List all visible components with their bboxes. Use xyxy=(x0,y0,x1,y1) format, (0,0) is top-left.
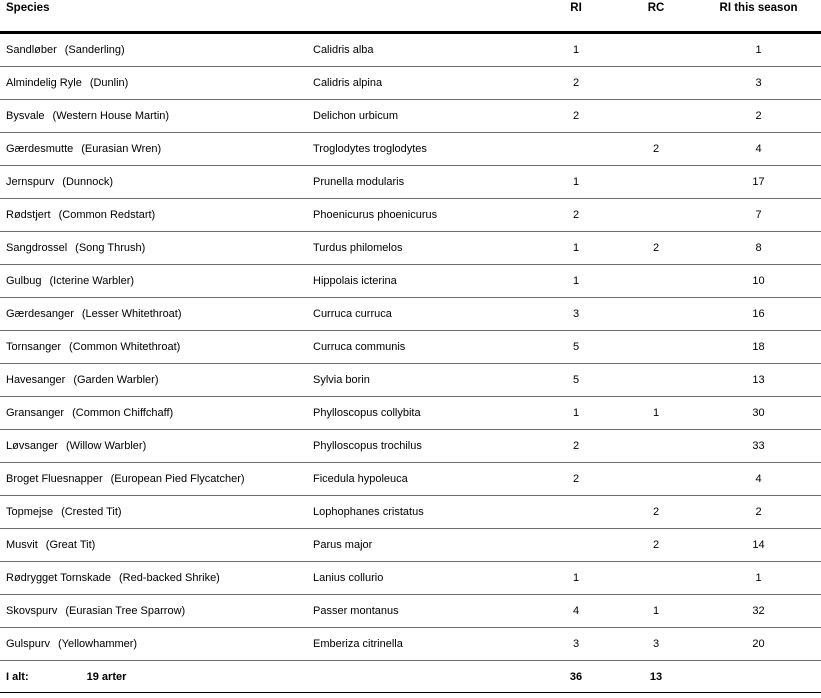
danish-name: Broget Fluesnapper xyxy=(6,473,103,485)
table-row xyxy=(0,331,821,364)
species-name-cell xyxy=(0,199,306,232)
species-name-cell xyxy=(0,628,306,661)
danish-name: Jernspurv xyxy=(6,176,55,188)
english-name: (Willow Warbler) xyxy=(65,440,147,452)
ri-season-value: 32 xyxy=(696,595,821,628)
english-name: (Common Whitethroat) xyxy=(69,341,181,353)
ri-season-value: 18 xyxy=(696,331,821,364)
latin-name: Phoenicurus phoenicurus xyxy=(306,199,536,232)
species-name-cell xyxy=(0,595,306,628)
ri-value: 2 xyxy=(536,67,616,100)
latin-name: Ficedula hypoleuca xyxy=(306,463,536,496)
latin-name: Emberiza citrinella xyxy=(306,628,536,661)
ri-value xyxy=(536,529,616,562)
rc-value xyxy=(616,298,696,331)
latin-name: Parus major xyxy=(306,529,536,562)
ri-season-value: 1 xyxy=(696,33,821,67)
ri-value: 3 xyxy=(536,298,616,331)
ri-season-value: 13 xyxy=(696,364,821,397)
ri-value: 4 xyxy=(536,595,616,628)
latin-name: Curruca curruca xyxy=(306,298,536,331)
header-row xyxy=(0,0,821,33)
ri-season-value: 16 xyxy=(696,298,821,331)
table-row xyxy=(0,397,821,430)
species-name-cell xyxy=(0,562,306,595)
species-name-cell xyxy=(0,232,306,265)
header-ri: RI xyxy=(536,0,616,33)
danish-name: Skovspurv xyxy=(6,605,58,617)
danish-name: Gransanger xyxy=(6,407,65,419)
rc-value: 2 xyxy=(616,529,696,562)
danish-name: Sangdrossel xyxy=(6,242,68,254)
latin-name: Calidris alpina xyxy=(306,67,536,100)
species-name-cell xyxy=(0,100,306,133)
latin-name: Troglodytes troglodytes xyxy=(306,133,536,166)
table-row xyxy=(0,628,821,661)
english-name: (Crested Tit) xyxy=(61,506,122,518)
english-name: (Song Thrush) xyxy=(75,242,146,254)
ri-season-value: 4 xyxy=(696,463,821,496)
ri-value: 5 xyxy=(536,331,616,364)
ri-value xyxy=(536,496,616,529)
table-row xyxy=(0,298,821,331)
table-row xyxy=(0,33,821,67)
ri-value: 1 xyxy=(536,33,616,67)
total-season xyxy=(696,661,821,693)
rc-value xyxy=(616,265,696,298)
header-ri-season: RI this season xyxy=(696,0,821,33)
ri-season-value: 30 xyxy=(696,397,821,430)
ri-season-value: 2 xyxy=(696,496,821,529)
danish-name: Gulbug xyxy=(6,275,42,287)
ri-season-value: 17 xyxy=(696,166,821,199)
latin-name: Phylloscopus collybita xyxy=(306,397,536,430)
latin-name: Curruca communis xyxy=(306,331,536,364)
danish-name: Bysvale xyxy=(6,110,45,122)
latin-name: Prunella modularis xyxy=(306,166,536,199)
english-name: (Common Redstart) xyxy=(58,209,156,221)
species-name-cell xyxy=(0,529,306,562)
english-name: (Common Chiffchaff) xyxy=(72,407,174,419)
total-rc: 13 xyxy=(616,661,696,693)
english-name: (Eurasian Tree Sparrow) xyxy=(65,605,186,617)
species-name-cell xyxy=(0,67,306,100)
danish-name: Gulspurv xyxy=(6,638,51,650)
danish-name: Tornsanger xyxy=(6,341,62,353)
ri-season-value: 8 xyxy=(696,232,821,265)
table-row xyxy=(0,430,821,463)
ri-season-value: 4 xyxy=(696,133,821,166)
rc-value: 1 xyxy=(616,595,696,628)
english-name: (Sanderling) xyxy=(64,44,125,56)
ri-value: 1 xyxy=(536,166,616,199)
species-name-cell xyxy=(0,496,306,529)
english-name: (Dunlin) xyxy=(89,77,129,89)
rc-value xyxy=(616,430,696,463)
species-name-cell xyxy=(0,133,306,166)
rc-value xyxy=(616,364,696,397)
table-row xyxy=(0,364,821,397)
danish-name: Rødrygget Tornskade xyxy=(6,572,111,584)
species-name-cell xyxy=(0,364,306,397)
species-name-cell xyxy=(0,397,306,430)
english-name: (Great Tit) xyxy=(45,539,96,551)
species-name-cell xyxy=(0,430,306,463)
table-row xyxy=(0,232,821,265)
table-row xyxy=(0,496,821,529)
danish-name: Almindelig Ryle xyxy=(6,77,82,89)
latin-name: Sylvia borin xyxy=(306,364,536,397)
rc-value: 2 xyxy=(616,232,696,265)
table-row xyxy=(0,166,821,199)
table-row xyxy=(0,463,821,496)
ri-value: 1 xyxy=(536,232,616,265)
latin-name: Lanius collurio xyxy=(306,562,536,595)
rc-value xyxy=(616,331,696,364)
species-name-cell xyxy=(0,33,306,67)
species-name-cell xyxy=(0,298,306,331)
table-row xyxy=(0,595,821,628)
latin-name: Delichon urbicum xyxy=(306,100,536,133)
ri-value: 2 xyxy=(536,430,616,463)
table-row xyxy=(0,67,821,100)
english-name: (Dunnock) xyxy=(62,176,114,188)
species-count: 19 arter xyxy=(86,670,127,683)
rc-value: 2 xyxy=(616,496,696,529)
danish-name: Topmejse xyxy=(6,506,54,518)
species-name-cell xyxy=(0,463,306,496)
ri-season-value: 3 xyxy=(696,67,821,100)
rc-value xyxy=(616,463,696,496)
ri-value: 2 xyxy=(536,100,616,133)
ri-value: 2 xyxy=(536,463,616,496)
latin-name: Phylloscopus trochilus xyxy=(306,430,536,463)
ri-value xyxy=(536,133,616,166)
english-name: (Garden Warbler) xyxy=(73,374,159,386)
totals-label-cell xyxy=(0,661,536,693)
ri-season-value: 20 xyxy=(696,628,821,661)
rc-value xyxy=(616,33,696,67)
ri-season-value: 7 xyxy=(696,199,821,232)
danish-name: Musvit xyxy=(6,539,38,551)
latin-name: Calidris alba xyxy=(306,33,536,67)
ri-season-value: 14 xyxy=(696,529,821,562)
english-name: (Red-backed Shrike) xyxy=(118,572,220,584)
rc-value xyxy=(616,166,696,199)
ri-season-value: 2 xyxy=(696,100,821,133)
ri-value: 2 xyxy=(536,199,616,232)
table-row xyxy=(0,562,821,595)
english-name: (Yellowhammer) xyxy=(58,638,138,650)
table-row xyxy=(0,265,821,298)
latin-name: Passer montanus xyxy=(306,595,536,628)
total-ri: 36 xyxy=(536,661,616,693)
english-name: (Western House Martin) xyxy=(52,110,170,122)
ri-season-value: 1 xyxy=(696,562,821,595)
latin-name: Lophophanes cristatus xyxy=(306,496,536,529)
rc-value xyxy=(616,100,696,133)
english-name: (Eurasian Wren) xyxy=(81,143,162,155)
danish-name: Gærdesmutte xyxy=(6,143,74,155)
danish-name: Gærdesanger xyxy=(6,308,74,320)
totals-label: I alt: xyxy=(6,670,29,683)
danish-name: Havesanger xyxy=(6,374,66,386)
danish-name: Sandløber xyxy=(6,44,57,56)
header-rc: RC xyxy=(616,0,696,33)
rc-value xyxy=(616,562,696,595)
latin-name: Turdus philomelos xyxy=(306,232,536,265)
ri-value: 1 xyxy=(536,562,616,595)
ri-value: 1 xyxy=(536,265,616,298)
rc-value: 3 xyxy=(616,628,696,661)
rc-value xyxy=(616,67,696,100)
danish-name: Rødstjert xyxy=(6,209,51,221)
ri-season-value: 10 xyxy=(696,265,821,298)
table-row xyxy=(0,199,821,232)
ri-value: 3 xyxy=(536,628,616,661)
table-row xyxy=(0,100,821,133)
latin-name: Hippolais icterina xyxy=(306,265,536,298)
totals-row xyxy=(0,661,821,693)
rc-value xyxy=(616,199,696,232)
rc-value: 2 xyxy=(616,133,696,166)
rc-value: 1 xyxy=(616,397,696,430)
english-name: (European Pied Flycatcher) xyxy=(110,473,245,485)
header-species: Species xyxy=(0,0,536,33)
english-name: (Icterine Warbler) xyxy=(49,275,135,287)
species-name-cell xyxy=(0,331,306,364)
ri-value: 5 xyxy=(536,364,616,397)
ri-value: 1 xyxy=(536,397,616,430)
table-row xyxy=(0,133,821,166)
ri-season-value: 33 xyxy=(696,430,821,463)
danish-name: Løvsanger xyxy=(6,440,58,452)
table-row xyxy=(0,529,821,562)
english-name: (Lesser Whitethroat) xyxy=(81,308,182,320)
species-name-cell xyxy=(0,166,306,199)
species-name-cell xyxy=(0,265,306,298)
